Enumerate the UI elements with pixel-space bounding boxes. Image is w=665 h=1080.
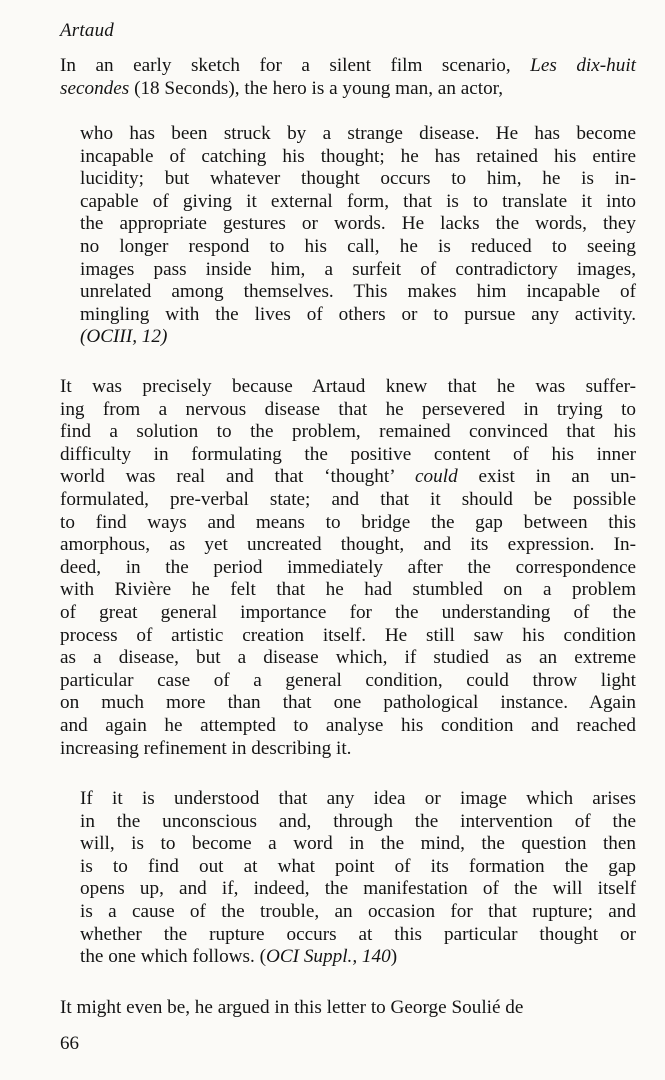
text-line (80, 281, 636, 304)
text-run: increasing refinement in describing it. (60, 737, 352, 759)
text-run: is to find out at what point of its formation the gap (80, 855, 636, 877)
text-line (60, 579, 636, 602)
text-line (60, 55, 636, 78)
text-line (60, 534, 636, 557)
text-line (60, 647, 636, 670)
text-run: process of artistic creation itself. He still saw his condition (60, 624, 636, 646)
text-line (80, 946, 636, 969)
text-line (60, 692, 636, 715)
text-line (80, 811, 636, 834)
italic-text: secondes (60, 77, 130, 99)
text-run: and again he attempted to analyse his condition and reached (60, 714, 636, 736)
text-run: particular case of a general condition, could throw light (60, 669, 636, 691)
text-run: world was real and that ‘thought’ (60, 466, 416, 488)
text-run: opens up, and if, indeed, the manifestation of the will itself (80, 878, 636, 900)
text-run: to find ways and means to bridge the gap between this (60, 511, 636, 533)
text-run: the one which follows. ( (80, 946, 266, 968)
text-run: images pass inside him, a surfeit of contradictory images, (80, 258, 636, 280)
text-line (60, 376, 636, 399)
text-run: ) (390, 946, 398, 968)
italic-text: OCI Suppl., 140 (265, 946, 391, 968)
italic-text: could (415, 466, 458, 488)
text-run: on much more than that one pathological instance. Again (60, 692, 636, 714)
paragraph-1 (60, 55, 636, 100)
text-line (80, 924, 636, 947)
text-line (80, 788, 636, 811)
text-run: of great general importance for the understanding of the (60, 601, 636, 623)
text-line (80, 259, 636, 282)
text-line (80, 146, 636, 169)
paragraph-3 (60, 997, 636, 1020)
text-line (80, 878, 636, 901)
italic-text: Les dix-huit (530, 55, 636, 76)
text-run: exist in an un- (457, 466, 636, 488)
text-line (60, 399, 636, 422)
text-run: incapable of catching his thought; he has retained his entire (80, 145, 636, 167)
text-line (60, 738, 636, 761)
text-run: mingling with the lives of others or to pursue any activity. (80, 303, 636, 325)
text-line (80, 236, 636, 259)
text-line (60, 421, 636, 444)
text-line (80, 213, 636, 236)
text-run: will, is to become a word in the mind, the question then (80, 833, 636, 855)
text-line (80, 168, 636, 191)
text-line (80, 326, 636, 349)
text-run: If it is understood that any idea or image which arises (80, 788, 636, 809)
text-line (60, 602, 636, 625)
text-line (60, 670, 636, 693)
text-run: is a cause of the trouble, an occasion for that rupture; and (80, 900, 636, 922)
text-line (80, 901, 636, 924)
text-line (60, 557, 636, 580)
text-run: It might even be, he argued in this letter to George Soulié de (60, 997, 524, 1018)
text-run: It was precisely because Artaud knew that he was suffer- (60, 376, 636, 397)
paragraph-2 (60, 376, 636, 760)
text-line (60, 466, 636, 489)
text-run: with Rivière he felt that he had stumbled on a problem (60, 579, 636, 601)
text-run: formulated, pre-verbal state; and that it should be possible (60, 488, 636, 510)
text-run: lucidity; but whatever thought occurs to him, he is in- (80, 168, 636, 190)
text-run: amorphous, as yet uncreated thought, and its expression. In- (60, 534, 636, 556)
block-quote-1 (80, 123, 636, 349)
text-line (60, 444, 636, 467)
text-run: in the unconscious and, through the intervention of the (80, 810, 636, 832)
running-head: Artaud (60, 20, 114, 41)
text-run: whether the rupture occurs at this particular thought or (80, 923, 636, 945)
text-run: unrelated among themselves. This makes him incapable of (80, 281, 636, 303)
page-number: 66 (60, 1033, 79, 1054)
text-line (80, 191, 636, 214)
text-run: difficulty in formulating the positive content of his inner (60, 443, 636, 465)
italic-text: (OCIII, 12) (80, 326, 168, 348)
text-run: as a disease, but a disease which, if studied as an extreme (60, 647, 636, 669)
text-run: find a solution to the problem, remained convinced that his (60, 421, 636, 443)
text-run: (18 Seconds), the hero is a young man, an actor, (129, 77, 504, 99)
text-line (80, 304, 636, 327)
text-run: no longer respond to his call, he is reduced to seeing (80, 235, 636, 257)
text-line (60, 78, 636, 101)
block-quote-2 (80, 788, 636, 969)
text-line (60, 715, 636, 738)
text-run: the appropriate gestures or words. He lacks the words, they (80, 213, 636, 235)
text-line (60, 997, 636, 1020)
text-line (80, 123, 636, 146)
text-line (60, 512, 636, 535)
text-run: who has been struck by a strange disease. He has become (80, 123, 636, 144)
text-run: In an early sketch for a silent film scenario, (60, 55, 531, 76)
text-line (80, 856, 636, 879)
text-line (60, 625, 636, 648)
text-run: capable of giving it external form, that is to translate it into (80, 190, 636, 212)
text-run: deed, in the period immediately after the correspondence (60, 556, 636, 578)
text-run: ing from a nervous disease that he persevered in trying to (60, 398, 636, 420)
text-line (80, 833, 636, 856)
text-line (60, 489, 636, 512)
